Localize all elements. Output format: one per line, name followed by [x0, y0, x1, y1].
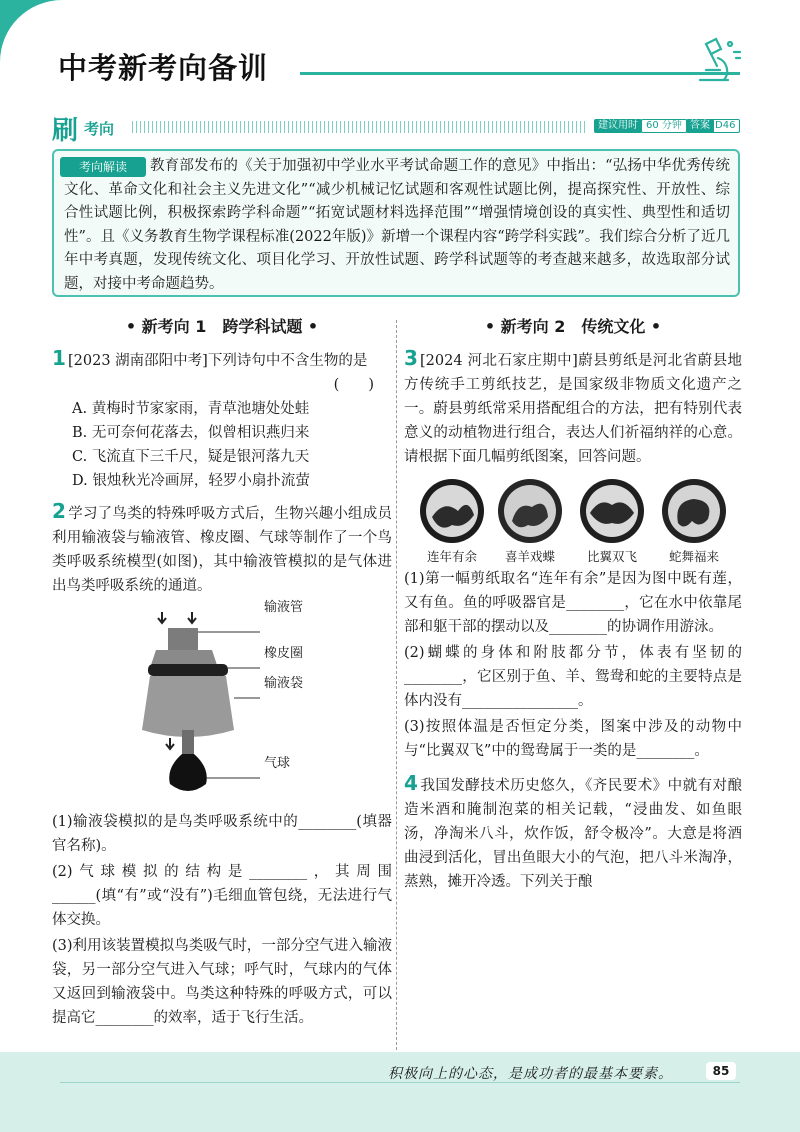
question-4	[404, 771, 742, 894]
question-3	[404, 346, 742, 469]
question-3-part-3: (3)按照体温是否恒定分类，图案中涉及的动物中与“比翼双飞”中的鸳鸯属于一类的是________。	[404, 719, 742, 759]
answer-value: D46	[710, 119, 740, 133]
question-stem: 学习了鸟类的特殊呼吸方式后，生物兴趣小组成员利用输液袋与输液管、橡皮圈、气球等制作了一个鸟类呼吸系统模型(如图)，其中输液管模拟的是气体进出鸟类呼吸系统的通道。	[52, 506, 392, 594]
intro-box	[52, 149, 740, 297]
papercut-caption-2: 喜羊戏蝶	[504, 549, 555, 564]
page-title: 中考新考向备训	[58, 51, 269, 85]
hatch-bar	[132, 121, 587, 133]
left-column	[52, 312, 392, 1030]
option-b: B. 无可奈何花落去，似曾相识燕归来	[72, 425, 310, 441]
question-2-part-1: (1)输液袋模拟的是鸟类呼吸系统中的________(填器官名称)。	[52, 814, 392, 854]
question-stem: 我国发酵技术历史悠久，《齐民要术》中就有对酿造米酒和腌制泡菜的相关记载，“浸曲发、如鱼眼汤，净淘米八斗，炊作饭，舒令极冷”。大意是将酒曲浸到活化，冒出鱼眼大小的气泡，把八斗米淘净，蒸熟，摊开冷透。下列关于酿	[404, 778, 742, 890]
papercut-caption-4: 蛇舞福来	[668, 549, 719, 564]
question-number: 4	[404, 771, 418, 795]
title-underline	[300, 72, 740, 75]
papercut-caption-3: 比翼双飞	[586, 549, 637, 564]
answer-bracket: ( )	[333, 377, 374, 393]
section-char: 刷	[52, 116, 79, 146]
label-tube: 输液管	[264, 600, 304, 615]
papercut-image-3	[578, 477, 646, 545]
option-d: D. 银烛秋光冷画屏，轻罗小扇扑流萤	[72, 473, 310, 489]
question-1	[52, 346, 392, 493]
label-balloon: 气球	[264, 756, 291, 771]
papercut-caption-1: 连年有余	[426, 549, 477, 564]
section-heading-1: • 新考向 1 跨学科试题 •	[125, 317, 319, 336]
breathing-model-figure	[52, 598, 392, 808]
footer-line	[60, 1082, 740, 1083]
label-bag: 输液袋	[264, 676, 304, 691]
microscope-icon	[686, 36, 742, 88]
footer-motto: 积极向上的心态，是成功者的最基本要素。	[388, 1066, 673, 1082]
papercut-row	[404, 473, 742, 565]
papercut-image-1	[418, 477, 486, 545]
label-band: 橡皮圈	[264, 646, 304, 661]
question-2-part-2: (2)气球模拟的结构是________，其周围______(填“有”或“没有”)毛细血管包绕，无法进行气体交换。	[52, 864, 392, 928]
time-label: 建议用时	[594, 119, 642, 133]
option-c: C. 飞流直下三千尺，疑是银河落九天	[72, 449, 310, 465]
question-number: 2	[52, 499, 66, 523]
page-number: 85	[706, 1062, 736, 1080]
time-value: 60 分钟	[641, 119, 687, 133]
right-column	[404, 312, 742, 894]
option-a: A. 黄梅时节家家雨，青草池塘处处蛙	[72, 401, 310, 417]
question-stem: [2023 湖南邵阳中考]下列诗句中不含生物的是	[68, 353, 368, 369]
intro-tag: 考向解读	[60, 157, 146, 177]
question-3-part-1: (1)第一幅剪纸取名“连年有余”是因为图中既有莲，又有鱼。鱼的呼吸器官是________，它在水中依靠尾部和躯干部的摆动以及________的协调作用游泳。	[404, 571, 742, 635]
column-divider	[396, 320, 397, 1065]
question-2-part-3: (3)利用该装置模拟鸟类吸气时，一部分空气进入输液袋，另一部分空气进入气球；呼气时，气球内的气体又返回到输液袋中。鸟类这种特殊的呼吸方式，可以提高它________的效率，适于飞行生活。	[52, 938, 392, 1026]
breathing-model-diagram	[142, 598, 312, 808]
answer-label: 答案	[686, 119, 714, 133]
section-heading-2: • 新考向 2 传统文化 •	[484, 317, 662, 336]
question-3-part-2: (2)蝴蝶的身体和附肢都分节，体表有坚韧的________，它区别于鱼、羊、鸳鸯和蛇的主要特点是体内没有________________。	[404, 645, 742, 709]
question-2	[52, 499, 392, 598]
papercut-image-2	[496, 477, 564, 545]
section-label: 考向	[84, 120, 115, 138]
question-stem: [2024 河北石家庄期中]蔚县剪纸是河北省蔚县地方传统手工剪纸技艺，是国家级非物质文化遗产之一。蔚县剪纸常采用搭配组合的方法，把有特别代表意义的动植物进行组合，表达人们祈福纳祥的心意。请根据下面几幅剪纸图案，回答问题。	[404, 353, 742, 465]
question-number: 1	[52, 346, 66, 370]
papercut-image-4	[660, 477, 728, 545]
intro-text: 教育部发布的《关于加强初中学业水平考试命题工作的意见》中指出：“弘扬中华优秀传统文化、革命文化和社会主义先进文化”“减少机械记忆试题和客观性试题比例，提高探究性、开放性、综合性试题比例，积极探索跨学科命题”“拓宽试题材料选择范围”“增强情境创设的真实性、典型性和适切性”。且《义务教育生物学课程标准(2022年版)》新增一个课程内容“跨学科实践”。我们综合分析了近几年中考真题，发现传统文化、项目化学习、开放性试题、跨学科试题等的考查越来越多，故选取部分试题，对接中考命题趋势。	[64, 158, 730, 292]
question-number: 3	[404, 346, 418, 370]
